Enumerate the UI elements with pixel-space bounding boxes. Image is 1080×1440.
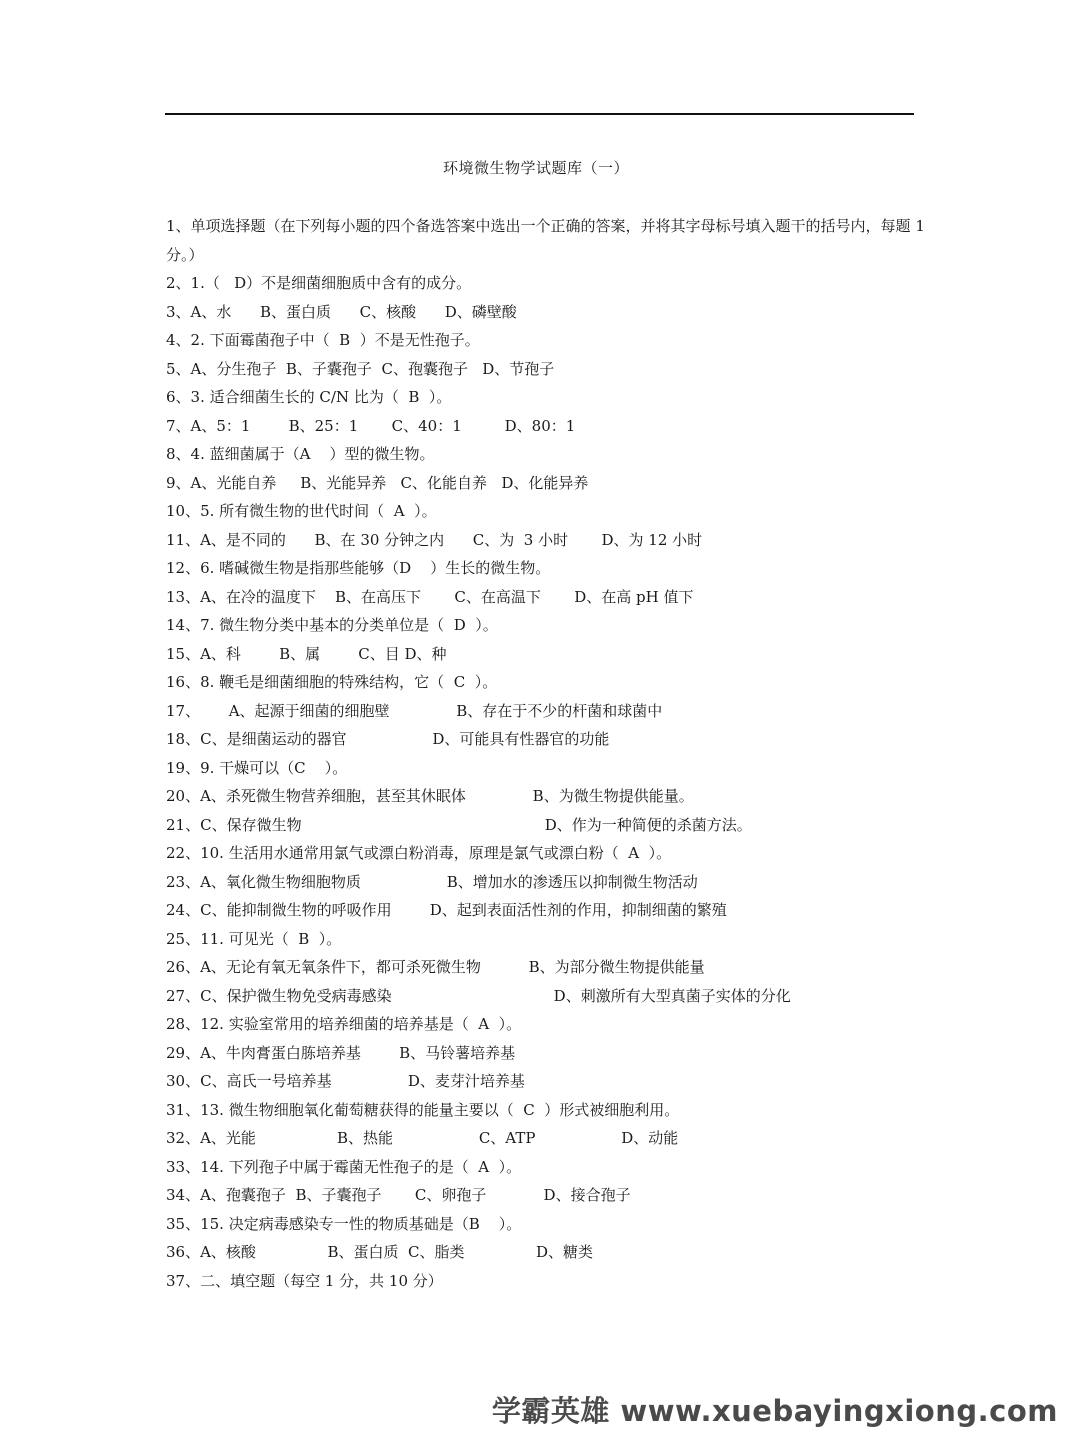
text-line: 9、A、光能自养 B、光能异养 C、化能自养 D、化能异养 [166,473,589,492]
text-line: 3、A、水 B、蛋白质 C、核酸 D、磷壁酸 [166,302,517,321]
text-line: 31、13. 微生物细胞氧化葡萄糖获得的能量主要以（ C ）形式被细胞利用。 [166,1100,680,1119]
text-line: 32、A、光能 B、热能 C、ATP D、动能 [166,1129,679,1147]
text-line: 8、4. 蓝细菌属于（A ）型的微生物。 [166,445,435,463]
text-line: 19、9. 干燥可以（C ）。 [166,758,348,777]
text-line: 14、7. 微生物分类中基本的分类单位是（ D ）。 [166,616,498,634]
text-line: 1、单项选择题（在下列每小题的四个备选答案中选出一个正确的答案，并将其字母标号填入题干的括号内，每题 1 分。） [166,217,925,264]
document-body [166,212,926,1295]
text-line: 17、 A、起源于细菌的细胞壁 B、存在于不少的杆菌和球菌中 [166,701,663,720]
text-line: 30、C、高氏一号培养基 D、麦芽汁培养基 [166,1072,525,1090]
text-line: 7、A、5：1 B、25：1 C、40：1 D、80：1 [166,416,576,435]
text-line: 36、A、核酸 B、蛋白质 C、脂类 D、糖类 [166,1243,594,1261]
text-line: 29、A、牛肉膏蛋白胨培养基 B、马铃薯培养基 [166,1043,516,1062]
text-line: 2、1.（ D）不是细菌细胞质中含有的成分。 [166,274,472,292]
text-line: 35、15. 决定病毒感染专一性的物质基础是（B ）。 [166,1214,522,1233]
text-line: 11、A、是不同的 B、在 30 分钟之内 C、为 3 小时 D、为 12 小时 [166,530,703,549]
text-line: 13、A、在冷的温度下 B、在高压下 C、在高温下 D、在高 pH 值下 [166,587,694,606]
text-line: 25、11. 可见光（ B ）。 [166,929,342,948]
text-line: 22、10. 生活用水通常用氯气或漂白粉消毒，原理是氯气或漂白粉（ A ）。 [166,844,672,862]
text-line: 16、8. 鞭毛是细菌细胞的特殊结构，它（ C ）。 [166,673,498,691]
text-line: 34、A、孢囊孢子 B、子囊孢子 C、卵孢子 D、接合孢子 [166,1186,631,1204]
text-line: 37、二、填空题（每空 1 分，共 10 分） [166,1271,443,1290]
text-line: 28、12. 实验室常用的培养细菌的培养基是（ A ）。 [166,1015,522,1033]
text-line: 6、3. 适合细菌生长的 C/N 比为（ B ）。 [166,388,452,406]
text-line: 24、C、能抑制微生物的呼吸作用 D、起到表面活性剂的作用，抑制细菌的繁殖 [166,901,727,919]
text-line: 12、6. 嗜碱微生物是指那些能够（D ）生长的微生物。 [166,559,551,577]
text-line: 33、14. 下列孢子中属于霉菌无性孢子的是（ A ）。 [166,1157,522,1176]
text-line: 18、C、是细菌运动的器官 D、可能具有性器官的功能 [166,730,610,748]
header-rule [165,113,914,115]
text-line: 21、C、保存微生物 D、作为一种简便的杀菌方法。 [166,815,752,834]
text-line: 5、A、分生孢子 B、子囊孢子 C、孢囊孢子 D、节孢子 [166,359,555,378]
text-line: 15、A、科 B、属 C、目 D、种 [166,644,447,663]
document-title: 环境微生物学试题库（一） [442,159,629,177]
text-line: 26、A、无论有氧无氧条件下，都可杀死微生物 B、为部分微生物提供能量 [166,958,705,976]
text-line: 4、2. 下面霉菌孢子中（ B ）不是无性孢子。 [166,331,480,349]
text-line: 27、C、保护微生物免受病毒感染 D、刺激所有大型真菌子实体的分化 [166,986,791,1005]
text-line: 10、5. 所有微生物的世代时间（ A ）。 [166,502,437,520]
text-line: 20、A、杀死微生物营养细胞，甚至其休眠体 B、为微生物提供能量。 [166,787,694,805]
site-watermark: 学霸英雄 www.xuebayingxiong.com [491,1394,1058,1428]
text-line: 23、A、氧化微生物细胞物质 B、增加水的渗透压以抑制微生物活动 [166,872,698,891]
